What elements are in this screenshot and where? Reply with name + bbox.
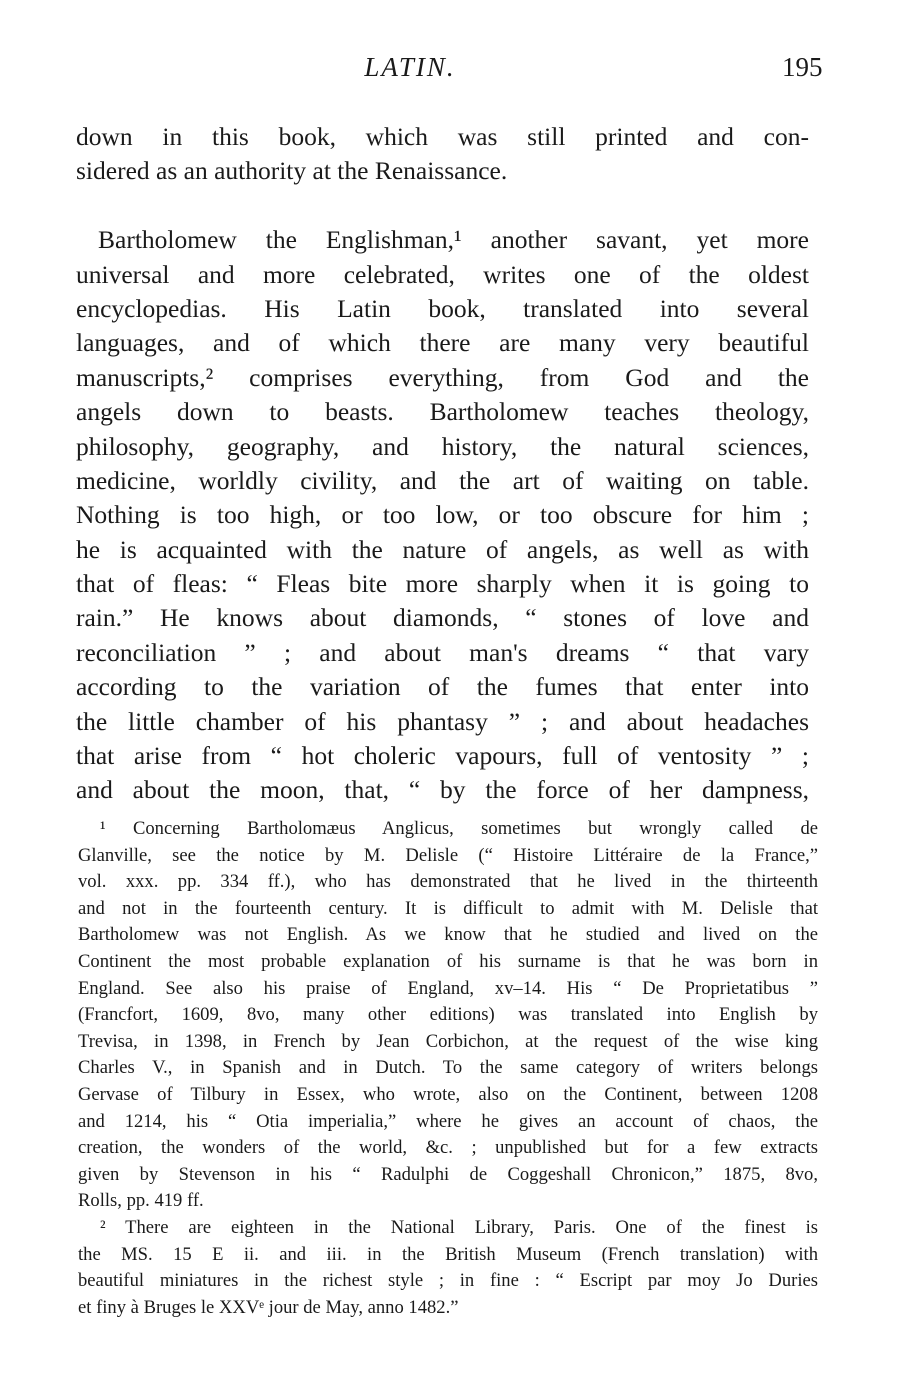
- body-line: languages, and of which there are many very beautiful: [76, 328, 809, 358]
- body-line: the little chamber of his phantasy ” ; and about headaches: [76, 706, 809, 736]
- footnote-1-line: Glanville, see the notice by M. Delisle (“ Histoire Littéraire de la France,”: [78, 844, 818, 866]
- footnote-1-line: ¹ Concerning Bartholomæus Anglicus, sometimes but wrongly called de: [100, 818, 818, 839]
- body-line: sidered as an authority at the Renaissance.: [76, 156, 508, 186]
- footnote-1-line: Continent the most probable explanation of his surname is that he was born in: [78, 950, 818, 972]
- body-line: manuscripts,² comprises everything, from God and the: [76, 362, 809, 392]
- body-line: universal and more celebrated, writes one of the oldest: [76, 259, 809, 289]
- footnote-1-line: and 1214, his “ Otia imperialia,” where he gives an account of chaos, the: [78, 1110, 818, 1132]
- footnote-1-line: Charles V., in Spanish and in Dutch. To the same category of writers belongs: [78, 1057, 818, 1079]
- body-line: medicine, worldly civility, and the art of waiting on table.: [76, 465, 809, 495]
- body-line: Nothing is too high, or too low, or too obscure for him ;: [76, 500, 809, 530]
- body-line: reconciliation ” ; and about man's dreams “ that vary: [76, 637, 809, 667]
- footnotes: [78, 816, 818, 1321]
- footnote-1-line: (Francfort, 1609, 8vo, many other editions) was translated into English by: [78, 1004, 818, 1026]
- body-line: angels down to beasts. Bartholomew teaches theology,: [76, 397, 809, 427]
- page-number: 195: [782, 52, 823, 82]
- body-line: and about the moon, that, “ by the force of her dampness,: [76, 775, 809, 805]
- body-line: he is acquainted with the nature of angels, as well as with: [76, 534, 809, 564]
- body-line: according to the variation of the fumes that enter into: [76, 672, 809, 702]
- footnote-2-line: ² There are eighteen in the National Library, Paris. One of the finest is: [100, 1216, 818, 1238]
- footnote-2-line: et finy à Bruges le XXVᵉ jour de May, anno 1482.”: [78, 1296, 459, 1318]
- body-line: that of fleas: “ Fleas bite more sharply when it is going to: [76, 569, 809, 599]
- body-text: [76, 120, 809, 808]
- body-line: Bartholomew the Englishman,¹ another savant, yet more: [98, 225, 809, 255]
- footnote-2-line: the MS. 15 E ii. and iii. in the British Museum (French translation) with: [78, 1243, 818, 1265]
- footnote-2-line: beautiful miniatures in the richest style ; in fine : “ Escript par moy Jo Duries: [78, 1270, 818, 1292]
- footnote-1-line: Rolls, pp. 419 ff.: [78, 1190, 204, 1212]
- footnote-1-line: Trevisa, in 1398, in French by Jean Corbichon, at the request of the wise king: [78, 1030, 818, 1052]
- footnote-1-line: England. See also his praise of England, xv–14. His “ De Proprietatibus ”: [78, 977, 818, 999]
- footnote-1-line: vol. xxx. pp. 334 ff.), who has demonstrated that he lived in the thirteenth: [78, 871, 818, 893]
- body-line: rain.” He knows about diamonds, “ stones of love and: [76, 603, 809, 633]
- body-line: down in this book, which was still printed and con-: [76, 122, 809, 151]
- running-title: LATIN.: [364, 52, 456, 82]
- body-line: philosophy, geography, and history, the natural sciences,: [76, 431, 809, 461]
- body-line: that arise from “ hot choleric vapours, full of ventosity ” ;: [76, 741, 809, 771]
- footnote-1-line: given by Stevenson in his “ Radulphi de Coggeshall Chronicon,” 1875, 8vo,: [78, 1163, 818, 1185]
- footnote-1-line: creation, the wonders of the world, &c. ; unpublished but for a few extracts: [78, 1137, 818, 1159]
- footnote-1-line: and not in the fourteenth century. It is difficult to admit with M. Delisle that: [78, 897, 818, 919]
- body-line: encyclopedias. His Latin book, translated into several: [76, 293, 809, 323]
- footnote-1-line: Gervase of Tilbury in Essex, who wrote, also on the Continent, between 1208: [78, 1083, 818, 1105]
- footnote-1-line: Bartholomew was not English. As we know that he studied and lived on the: [78, 924, 818, 946]
